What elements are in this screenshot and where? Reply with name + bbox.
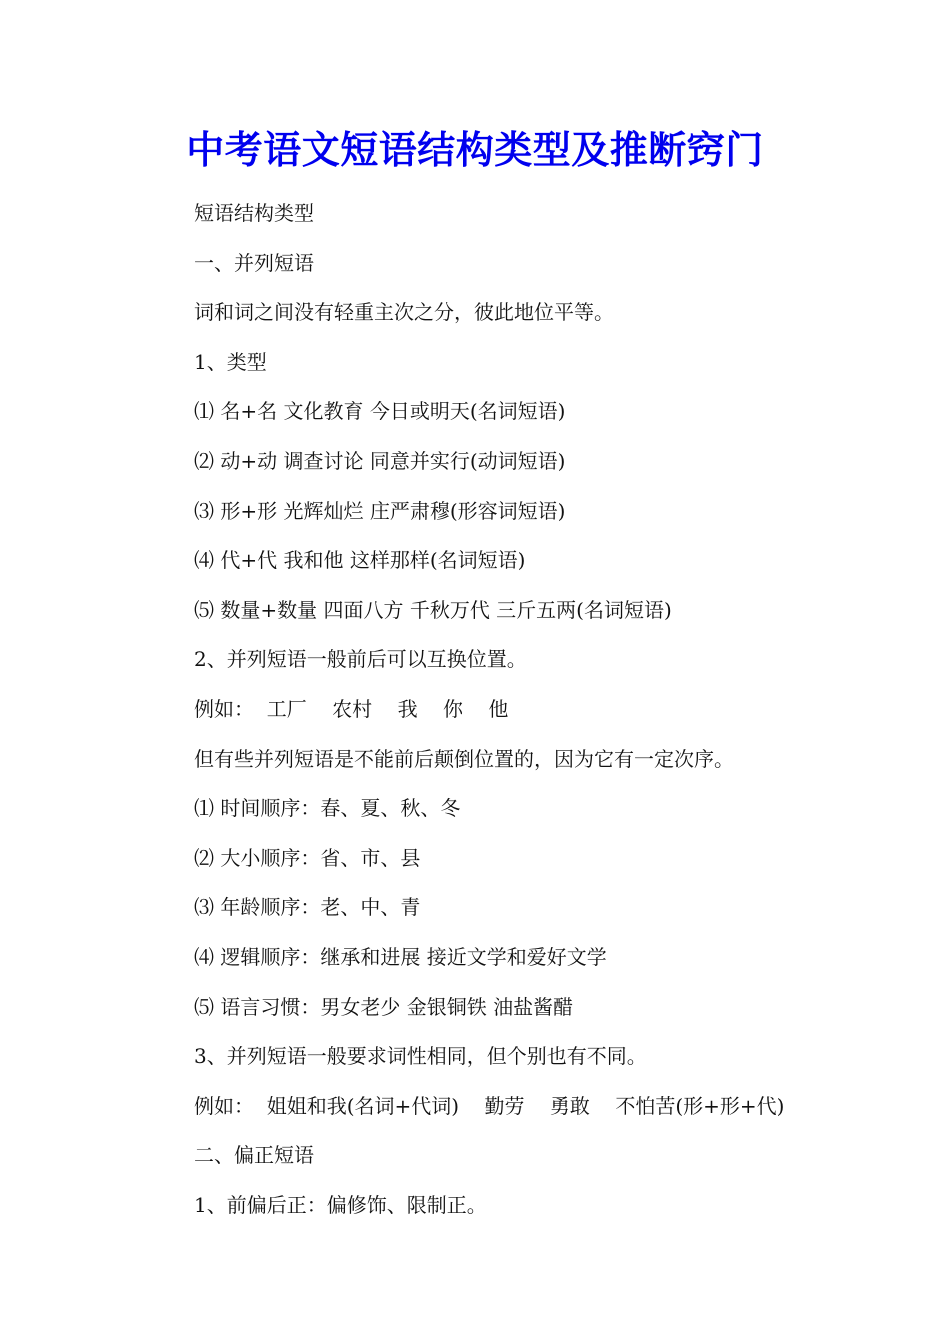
list-item: ⑷ 逻辑顺序：继承和进展 接近文学和爱好文学 [194,944,607,969]
list-item: ⑶ 形+形 光辉灿烂 庄严肃穆(形容词短语) [194,498,566,523]
section-heading: 一、并列短语 [194,250,314,275]
list-item: ⑶ 年龄顺序：老、中、青 [194,895,421,920]
list-item: ⑸ 数量+数量 四面八方 千秋万代 三斤五两(名词短语) [194,597,672,622]
subsection-heading: 1、类型 [194,349,267,374]
subsection-heading: 2、并列短语一般前后可以互换位置。 [194,647,527,672]
list-item: ⑸ 语言习惯：男女老少 金银铜铁 油盐酱醋 [194,994,574,1019]
subsection-heading: 1、前偏后正：偏修饰、限制正。 [194,1192,487,1217]
list-item: ⑴ 时间顺序：春、夏、秋、冬 [194,796,461,821]
paragraph-line: 但有些并列短语是不能前后颠倒位置的，因为它有一定次序。 [194,746,734,771]
subsection-heading: 3、并列短语一般要求词性相同，但个别也有不同。 [194,1044,647,1069]
paragraph-line: 词和词之间没有轻重主次之分，彼此地位平等。 [194,300,614,325]
list-item: ⑵ 大小顺序：省、市、县 [194,845,421,870]
example-line: 例如： 姐姐和我(名词+代词) 勤劳 勇敢 不怕苦(形+形+代) [194,1093,785,1118]
section-heading: 短语结构类型 [194,201,314,225]
example-line: 例如： 工厂 农村 我 你 他 [194,696,509,721]
list-item: ⑵ 动+动 调查讨论 同意并实行(动词短语) [194,448,566,473]
list-item: ⑴ 名+名 文化教育 今日或明天(名词短语) [194,399,566,424]
section-heading: 二、偏正短语 [194,1143,314,1168]
document-title: 中考语文短语结构类型及推断窍门 [186,127,764,172]
list-item: ⑷ 代+代 我和他 这样那样(名词短语) [194,548,526,573]
document-body [194,192,894,1233]
